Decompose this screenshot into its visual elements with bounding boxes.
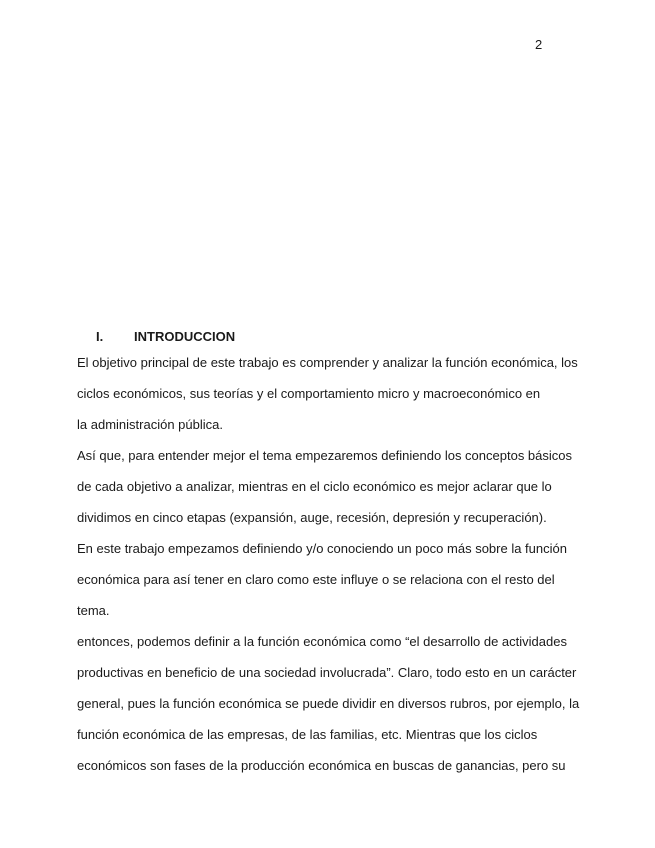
text-line: entonces, podemos definir a la función económica como “el desarrollo de actividades [77, 634, 567, 649]
text-line: la administración pública. [77, 417, 223, 432]
section-heading [96, 329, 235, 345]
text-line: ciclos económicos, sus teorías y el comportamiento micro y macroeconómico en [77, 386, 541, 401]
text-line: de cada objetivo a analizar, mientras en el ciclo económico es mejor aclarar que lo [77, 479, 552, 494]
section-numeral: I. [96, 329, 104, 344]
text-line: En este trabajo empezamos definiendo y/o conociendo un poco más sobre la función [77, 541, 567, 556]
text-line: productivas en beneficio de una sociedad involucrada”. Claro, todo esto en un carácter [77, 665, 577, 680]
text-line: tema. [77, 603, 110, 618]
text-line: función económica de las empresas, de las familias, etc. Mientras que los ciclos [77, 727, 538, 742]
text-line: El objetivo principal de este trabajo es comprender y analizar la función económica, los [77, 355, 578, 370]
text-line: económica para así tener en claro como este influye o se relaciona con el resto del [77, 572, 555, 587]
page-number: 2 [535, 37, 543, 52]
text-line: económicos son fases de la producción económica en buscas de ganancias, pero su [77, 758, 566, 773]
text-line: dividimos en cinco etapas (expansión, auge, recesión, depresión y recuperación). [77, 510, 547, 525]
text-line: general, pues la función económica se puede dividir en diversos rubros, por ejemplo, la [77, 696, 580, 711]
section-title: INTRODUCCION [134, 329, 236, 344]
body-text [77, 355, 580, 789]
text-line: Así que, para entender mejor el tema empezaremos definiendo los conceptos básicos [77, 448, 573, 463]
